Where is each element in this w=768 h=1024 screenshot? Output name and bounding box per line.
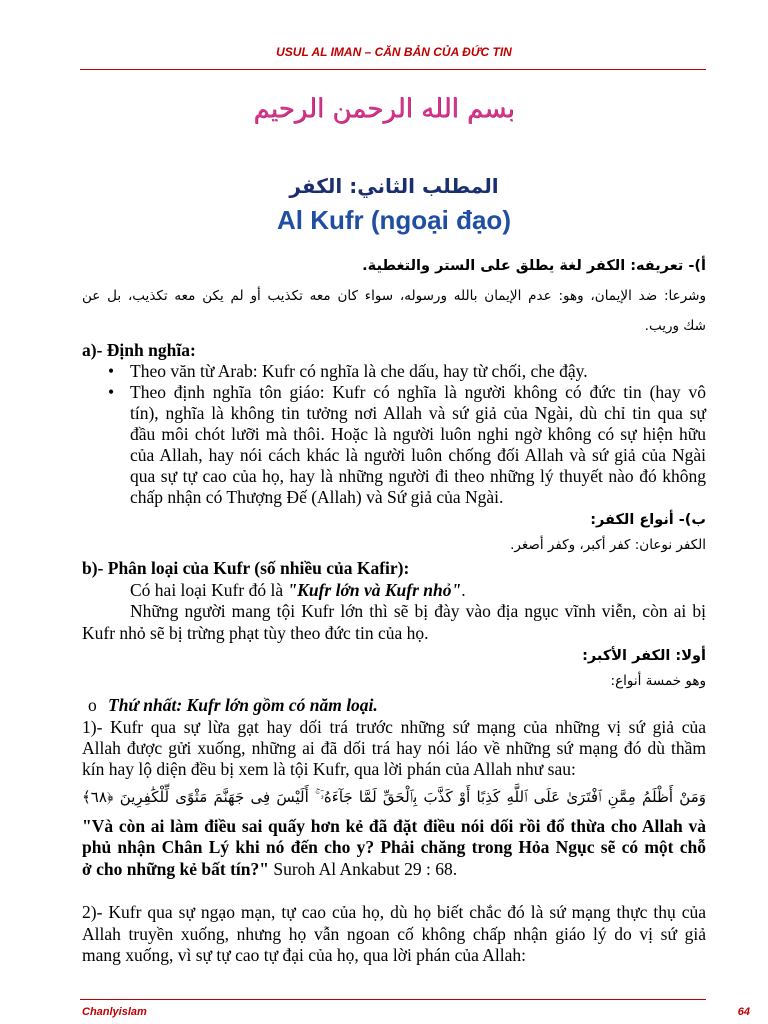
item-1-text-line: kín hay lộ diện đều bị xem là tội Kufr, qua lời phán của Allah như sau: — [82, 759, 576, 779]
list-heading: Thứ nhất: Kufr lớn gồm có năm loại. — [108, 695, 378, 715]
major-kufr-text-arabic: وهو خمسة أنواع: — [610, 673, 706, 689]
types-text-arabic: الكفر نوعان: كفر أكبر، وكفر أصغر. — [510, 537, 706, 553]
list-marker: o — [88, 695, 97, 715]
bullet-text-line: chấp nhận có Thượng Đế (Allah) và Sứ giả của Ngài. — [130, 487, 504, 507]
types-intro-suffix: . — [461, 580, 466, 600]
header-rule — [80, 69, 706, 70]
bullet-marker: • — [108, 382, 115, 402]
verse-citation: Suroh Al Ankabut 29 : 68. — [273, 859, 458, 879]
footer-source: Chanlyislam — [82, 1006, 147, 1018]
definition-heading: a)- Định nghĩa: — [82, 340, 196, 360]
section-title: Al Kufr (ngoại đạo) — [277, 205, 511, 235]
definition-text-arabic-line: شك وريب. — [644, 318, 706, 334]
item-2-text-line: mang xuống, vì sự tự cao tự đại của họ, qua lời phán của Allah: — [82, 945, 527, 965]
types-text-line: Kufr nhỏ sẽ bị trừng phạt tùy theo đức tin của họ. — [82, 623, 429, 643]
definition-text-arabic-line: وشرعا: ضد الإيمان، وهو: عدم الإيمان بالله ورسوله، سواء كان معه تكذيب أو لم يكن معه تكذيب، بل عن — [82, 288, 706, 304]
page-number: 64 — [737, 1006, 750, 1018]
verse-translation-line: "Và còn ai làm điều sai quấy hơn kẻ đã đặt điều nói dối rồi đổ thừa cho Allah và — [82, 816, 706, 836]
bullet-text-line: Theo văn từ Arab: Kufr có nghĩa là che dấu, hay từ chối, che đậy. — [130, 361, 588, 381]
bullet-text-line: Theo định nghĩa tôn giáo: Kufr có nghĩa là người không có đức tin (hay vô — [130, 382, 706, 402]
bullet-text-line: tín), nghĩa là không tin tưởng nơi Allah và sứ giả của Ngài, dù chỉ tin qua sự — [130, 403, 706, 423]
types-intro-line — [130, 579, 706, 601]
types-heading-arabic: ب)- أنواع الكفر: — [590, 512, 706, 528]
item-2-text-line: 2)- Kufr qua sự ngạo mạn, tự cao của họ, dù họ biết chắc đó là sứ mạng thực thụ của — [82, 902, 706, 922]
bullet-text-line: qua sự tự cao của họ, hay là những người đi theo những lý thuyết nào đó không — [130, 466, 706, 486]
verse-translation-line: phủ nhận Chân Lý khi nó đến cho y? Phải chăng trong Hỏa Ngục sẽ có một chỗ — [82, 837, 706, 857]
item-1-text-line: 1)- Kufr qua sự lừa gạt hay dối trá trước những sứ mạng của những vị sứ giả của — [82, 717, 706, 737]
types-heading: b)- Phân loại của Kufr (số nhiều của Kafir): — [82, 558, 410, 578]
quran-verse-arabic: وَمَنْ أَظْلَمُ مِمَّنِ ٱفْتَرَىٰ عَلَى ٱللَّهِ كَذِبًا أَوْ كَذَّبَ بِٱلْحَقِّ لَمَّا جَآءَهُۥٓ ۚ أَلَيْسَ فِى جَهَنَّمَ مَثْوًى لِّلْكَٰفِرِينَ ﴿٦٨﴾ — [82, 788, 706, 806]
running-header: USUL AL IMAN – CĂN BẢN CỦA ĐỨC TIN — [276, 45, 512, 59]
basmala-calligraphy: بسم الله الرحمن الرحيم — [253, 94, 515, 124]
bullet-text-line: đầu môi chót lưỡi mà thôi. Hoặc là người luôn nghi ngờ không có sự hiện hữu — [130, 424, 706, 444]
verse-translation-line: ở cho những kẻ bất tín?" — [82, 859, 269, 879]
footer-rule — [80, 999, 706, 1000]
types-intro-prefix: Có hai loại Kufr đó là — [130, 580, 284, 600]
verse-translation-last-line — [82, 858, 706, 880]
bullet-marker: • — [108, 361, 115, 381]
item-2-text-line: Allah truyền xuống, nhưng họ vẫn ngoan cố không chấp nhận giáo lý do vị sứ giả — [82, 924, 706, 944]
types-intro-emphasis: "Kufr lớn và Kufr nhỏ" — [287, 580, 462, 600]
bullet-text-line: của Allah, hay nói cách khác là người luôn chống đối Allah và sứ giả của Ngài — [130, 445, 706, 465]
types-text-line: Những người mang tội Kufr lớn thì sẽ bị đày vào địa ngục vĩnh viễn, còn ai bị — [130, 601, 706, 621]
section-title-arabic: المطلب الثاني: الكفر — [289, 174, 499, 198]
definition-heading-arabic: أ)- تعريفه: الكفر لغة يطلق على الستر والتغطية. — [362, 258, 706, 274]
major-kufr-heading-arabic: أولا: الكفر الأكبر: — [582, 648, 706, 664]
item-1-text-line: Allah được gửi xuống, những ai đã dối trá hay nói láo về những sứ mạng đó dù thầm — [82, 738, 706, 758]
